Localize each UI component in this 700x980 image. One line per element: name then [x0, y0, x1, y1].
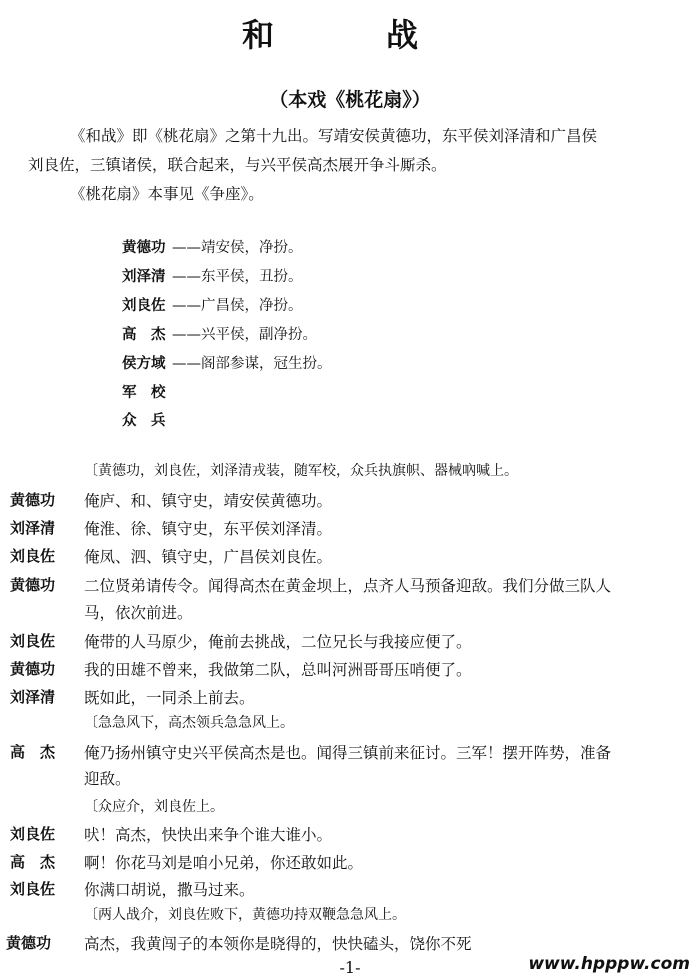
speaker-name: 刘良佐 [10, 880, 56, 898]
dialogue-line: 既如此，一同杀上前去。 [84, 689, 255, 707]
dialogue-line: 高杰，我黄闯子的本领你是晓得的，快快磕头，饶你不死 [84, 935, 472, 953]
dialogue-line: 你满口胡说，撒马过来。 [84, 881, 255, 899]
stage-direction: 〔两人战介，刘良佐败下，黄德功持双鞭急急风上。 [84, 907, 406, 923]
watermark: www.hpppw.com [528, 954, 690, 974]
cast-row [122, 352, 332, 373]
speaker-name: 黄德功 [10, 576, 56, 594]
speaker-name: 刘良佐 [10, 825, 56, 843]
cast-row [122, 236, 303, 257]
speaker-name: 刘良佐 [10, 632, 56, 650]
cast-desc: ——靖安侯，净扮。 [172, 240, 303, 256]
dialogue-line: 我的田雄不曾来，我做第二队，总叫河洲哥哥压哨便了。 [84, 661, 472, 679]
stage-direction: 〔黄德功，刘良佐，刘泽清戎装，随军校，众兵执旗帜、器械吶喊上。 [84, 463, 518, 479]
dialogue-line: 啊！你花马刘是咱小兄弟，你还敢如此。 [84, 854, 364, 872]
dialogue-line: 吠！高杰，快快出来争个谁大谁小。 [84, 826, 333, 844]
page-number: -1- [339, 958, 361, 977]
dialogue-line: 俺带的人马原少，俺前去挑战，二位兄长与我接应便了。 [84, 633, 472, 651]
cast-name: 军 校 [122, 384, 166, 401]
cast-name: 众 兵 [122, 412, 166, 429]
stage-direction: 〔众应介，刘良佐上。 [84, 799, 224, 815]
cast-row [122, 409, 172, 430]
cast-row [122, 381, 172, 402]
speaker-name: 黄德功 [10, 491, 56, 509]
cast-name: 高 杰 [122, 326, 166, 343]
cast-name: 刘泽清 [122, 268, 166, 285]
cast-name: 侯方域 [122, 355, 166, 372]
speaker-name: 高 杰 [10, 743, 56, 761]
intro-line-1: 《和战》即《桃花扇》之第十九出。写靖安侯黄德功，东平侯刘泽清和广昌侯 [70, 127, 598, 145]
intro-line-3: 《桃花扇》本事见《争座》。 [70, 185, 264, 203]
dialogue-line: 马，依次前进。 [84, 604, 193, 622]
cast-desc: ——东平侯，丑扮。 [172, 269, 303, 285]
cast-row [122, 294, 303, 315]
cast-name: 刘良佐 [122, 297, 166, 314]
speaker-name: 刘良佐 [10, 547, 56, 565]
dialogue-line: 迎敌。 [84, 770, 131, 788]
stage-direction: 〔急急风下，高杰领兵急急风上。 [84, 715, 294, 731]
speaker-name: 刘泽清 [10, 519, 56, 537]
speaker-name: 黄德功 [6, 934, 52, 952]
cast-row [122, 323, 317, 344]
cast-desc: ——阁部参谋，冠生扮。 [172, 356, 332, 372]
page-subtitle: （本戏《桃花扇》） [269, 89, 431, 111]
dialogue-line: 俺庐、和、镇守史，靖安侯黄德功。 [84, 492, 333, 510]
dialogue-line: 俺凤、泗、镇守史，广昌侯刘良佐。 [84, 548, 333, 566]
page-title: 和 战 [241, 16, 458, 54]
cast-name: 黄德功 [122, 239, 166, 256]
dialogue-line: 俺淮、徐、镇守史，东平侯刘泽清。 [84, 520, 333, 538]
intro-line-2: 刘良佐，三镇诸侯，联合起来，与兴平侯高杰展开争斗厮杀。 [28, 156, 447, 174]
cast-desc: ——兴平侯，副净扮。 [172, 327, 317, 343]
cast-desc: ——广昌侯，净扮。 [172, 298, 303, 314]
cast-row [122, 265, 303, 286]
dialogue-line: 二位贤弟请传令。闻得高杰在黄金坝上，点齐人马预备迎敌。我们分做三队人 [84, 577, 612, 595]
dialogue-line: 俺乃扬州镇守史兴平侯高杰是也。闻得三镇前来征讨。三军！摆开阵势，准备 [84, 744, 612, 762]
speaker-name: 黄德功 [10, 660, 56, 678]
speaker-name: 刘泽清 [10, 688, 56, 706]
speaker-name: 高 杰 [10, 853, 56, 871]
